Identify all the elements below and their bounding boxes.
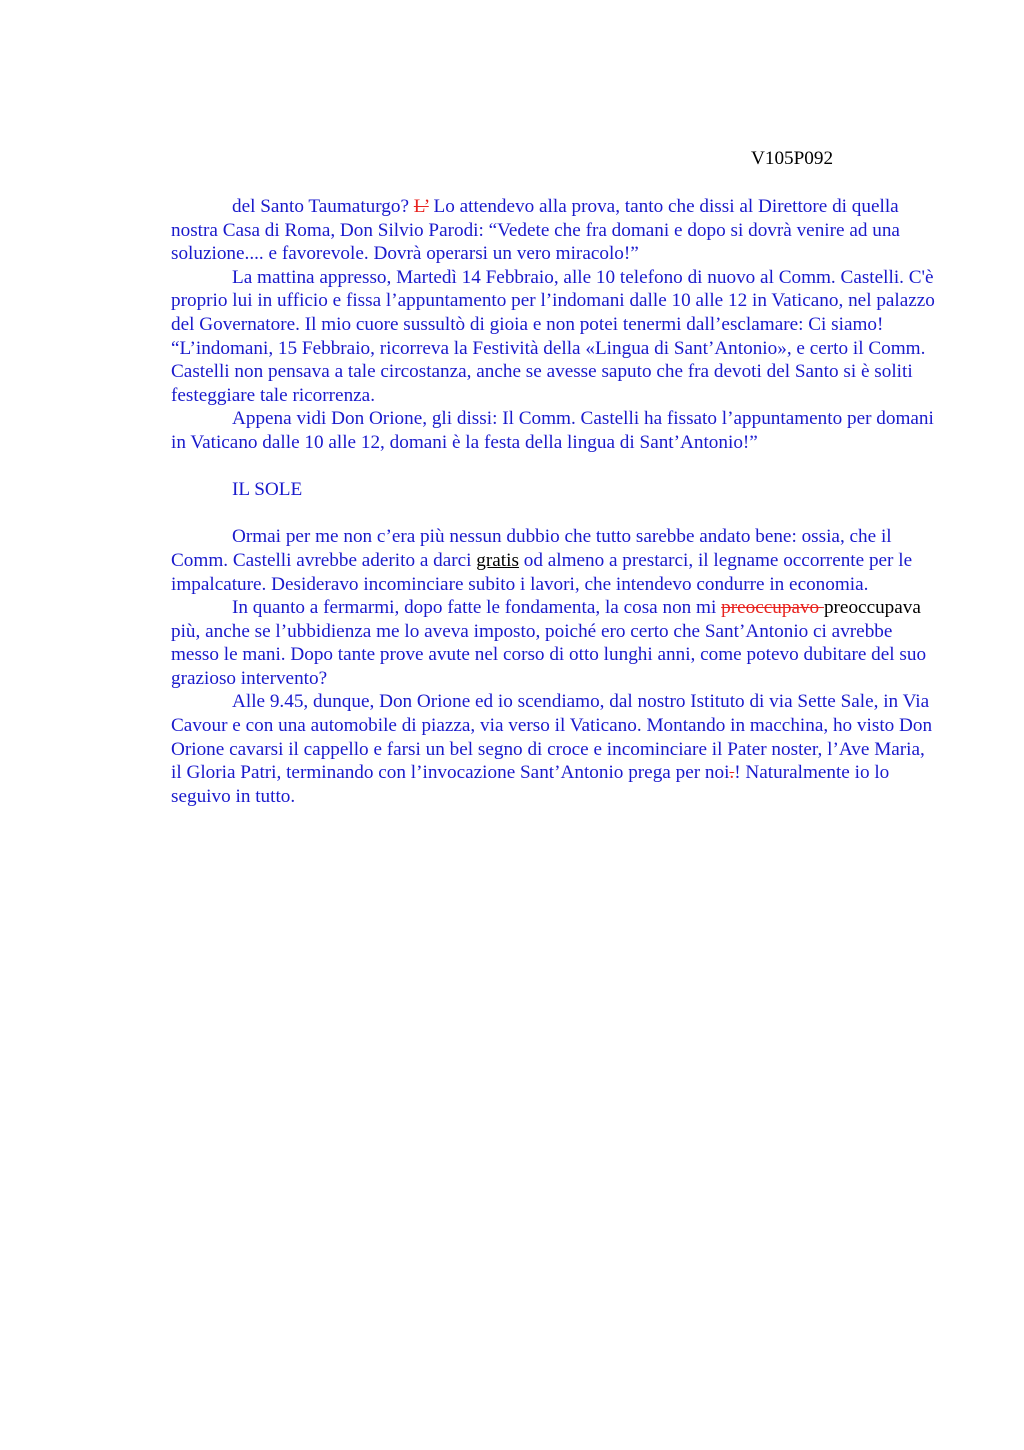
paragraph-5: [171, 596, 936, 690]
paragraph-1-text-a: del Santo Taumaturgo?: [232, 196, 414, 217]
paragraph-2: La mattina appresso, Martedì 14 Febbraio, alle 10 telefono di nuovo al Comm. Castelli. C'è proprio lui in ufficio e fissa l’appuntamento per l’indomani dalle 10 alle 12 in Vaticano, nel palazzo del Governatore. Il mio cuore sussultò di gioia e non potei tenermi dall’esclamare: Ci siamo! “L’indomani, 15 Febbraio, ricorreva la Festività della «Lingua di Sant’Antonio», e certo il Comm. Castelli non pensava a tale circostanza, anche se avesse saputo che fra devoti del Santo si è soliti festeggiare tale ricorrenza.: [171, 266, 935, 406]
paragraph-1: [171, 195, 936, 266]
paragraph-3: Appena vidi Don Orione, gli dissi: Il Comm. Castelli ha fissato l’appuntamento per domani in Vaticano dalle 10 alle 12, domani è la festa della lingua di Sant’Antonio!”: [171, 408, 934, 453]
deleted-text: .: [729, 762, 735, 784]
paragraph-6-text-b: ! Naturalmente io lo seguivo in tutto.: [171, 762, 890, 807]
document-body: [171, 195, 936, 808]
blank-line: [171, 502, 936, 526]
inserted-text: preoccupava: [823, 597, 921, 619]
paragraph-5-text-b: più, anche se l’ubbidienza me lo aveva imposto, poiché ero certo che Sant’Antonio ci avrebbe messo le mani. Dopo tante prove avute nel corso di otto lunghi anni, come potevo dubitare del suo grazioso intervento?: [171, 620, 927, 689]
paragraph-4-text-a: Ormai per me non c’era più nessun dubbio che tutto sarebbe andato bene: ossia, che il Comm. Castelli avrebbe aderito a darci: [171, 526, 892, 571]
deleted-text: preoccupavo: [721, 597, 824, 619]
paragraph-1-text-b: Lo attendevo alla prova, tanto che dissi al Direttore di quella nostra Casa di Roma, Don Silvio Parodi: “Vedete che fra domani e dopo si dovrà venire ad una soluzione.... e favorevole. Dovrà operarsi un vero miracolo!”: [171, 196, 900, 265]
page-identifier: V105P092: [751, 148, 834, 169]
paragraph-6: [171, 690, 936, 808]
deleted-text: L’: [413, 196, 429, 217]
paragraph-4: [171, 525, 936, 596]
section-heading: IL SOLE: [232, 479, 303, 501]
paragraph-5-text-a: In quanto a fermarmi, dopo fatte le fondamenta, la cosa non mi: [232, 597, 722, 619]
paragraph-6-text-a: Alle 9.45, dunque, Don Orione ed io scendiamo, dal nostro Istituto di via Sette Sale, in Via Cavour e con una automobile di piazza, via verso il Vaticano. Montando in macchina, ho visto Don Orione cavarsi il cappello e farsi un bel segno di croce e incominciare il Pater noster, l’Ave Maria, il Gloria Patri, terminando con l’invocazione Sant’Antonio prega per noi: [171, 691, 933, 784]
paragraph-4-text-b: od almeno a prestarci, il legname occorrente per le impalcature. Desideravo incominciare subito i lavori, che intendevo condurre in economia.: [171, 549, 913, 595]
underlined-word: gratis: [476, 549, 519, 571]
blank-line: [171, 455, 936, 479]
